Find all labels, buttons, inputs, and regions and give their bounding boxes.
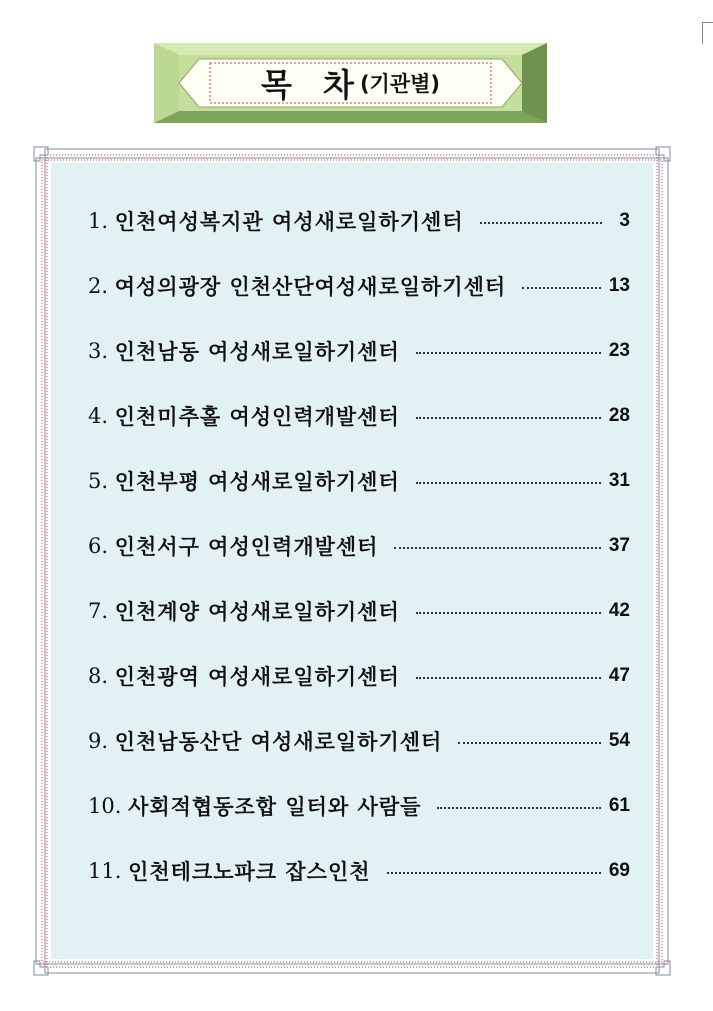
toc-item[interactable] [88,318,630,383]
toc-item[interactable] [88,383,630,448]
toc-number: 4. [88,403,115,428]
toc-leader-dots [416,482,601,484]
toc-page-number: 61 [608,794,630,816]
toc-page-number: 42 [608,599,630,621]
toc-number: 8. [88,663,115,688]
toc-number: 1. [88,208,115,233]
toc-leader-dots [416,352,601,354]
toc-page-number: 3 [619,209,630,231]
toc-item[interactable] [88,643,630,708]
toc-title: 인천계양 여성새로일하기센터 [114,598,400,624]
toc-title: 인천테크노파크 잡스인천 [128,858,371,884]
toc-page-number: 23 [608,339,630,361]
toc-leader-dots [458,742,601,744]
toc-item[interactable] [88,448,630,513]
toc-leader-dots [480,222,602,224]
toc-leader-dots [416,677,601,679]
toc-title: 인천남동산단 여성새로일하기센터 [114,728,443,754]
toc-page-number: 37 [608,534,630,556]
toc-page-number: 54 [608,729,630,751]
toc-number: 6. [88,533,115,558]
page-title [154,43,547,123]
toc-leader-dots [387,872,601,874]
toc-title: 인천미추홀 여성인력개발센터 [114,403,400,429]
toc-item[interactable] [88,773,630,838]
toc-number: 11. [88,858,129,883]
toc-item[interactable] [88,838,630,903]
page-corner-mark [702,22,713,44]
toc-number: 5. [88,468,115,493]
toc-page-number: 47 [608,664,630,686]
toc-item[interactable] [88,188,630,253]
toc-number: 7. [88,598,115,623]
toc-item[interactable] [88,708,630,773]
toc-number: 10. [88,793,129,818]
toc-title: 사회적협동조합 일터와 사람들 [128,793,422,819]
toc-title: 인천남동 여성새로일하기센터 [114,338,400,364]
toc-title: 인천여성복지관 여성새로일하기센터 [114,208,464,234]
toc-list [88,188,630,903]
toc-item[interactable] [88,578,630,643]
toc-leader-dots [416,612,601,614]
title-banner [154,43,547,123]
toc-number: 2. [88,273,115,298]
toc-title: 인천광역 여성새로일하기센터 [114,663,400,689]
toc-leader-dots [522,287,601,289]
toc-page-number: 28 [608,404,630,426]
title-sub: (기관별) [359,72,441,96]
toc-title: 인천부평 여성새로일하기센터 [114,468,400,494]
title-main: 목 차 [260,66,364,104]
toc-title: 여성의광장 인천산단여성새로일하기센터 [114,273,507,299]
toc-title: 인천서구 여성인력개발센터 [114,533,379,559]
toc-leader-dots [394,547,600,549]
toc-item[interactable] [88,253,630,318]
toc-number: 3. [88,338,115,363]
toc-page-number: 69 [608,859,630,881]
toc-page-number: 13 [608,274,630,296]
toc-leader-dots [416,417,601,419]
toc-item[interactable] [88,513,630,578]
toc-page-number: 31 [608,469,630,491]
toc-leader-dots [437,807,600,809]
toc-number: 9. [88,728,115,753]
